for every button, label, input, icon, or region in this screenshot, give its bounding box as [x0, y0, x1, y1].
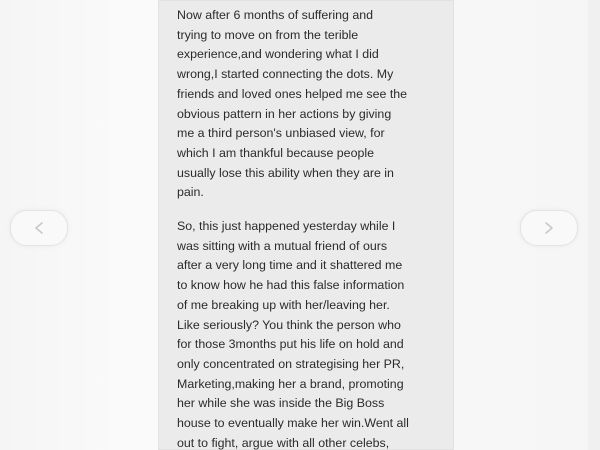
text-line: of me breaking up with her/leaving her. [177, 297, 390, 312]
text-line: only concentrated on strategising her PR, [177, 356, 405, 371]
text-line: house to eventually make her win.Went all [177, 416, 409, 431]
text-line: out to fight, argue with all other celebs, [177, 435, 390, 450]
text-line: Marketing,making her a brand, promoting [177, 376, 404, 391]
text-line: Like seriously? You think the person who [177, 317, 401, 332]
text-line: me a third person's unbiased view, for [177, 126, 385, 141]
next-button[interactable] [520, 210, 578, 246]
previous-button[interactable] [10, 210, 68, 246]
text-line: obvious pattern in her actions by giving [177, 106, 392, 121]
post-paragraph-2 [177, 217, 453, 450]
text-line: for those 3months put his life on hold and [177, 337, 404, 352]
text-line: her while she was inside the Big Boss [177, 396, 385, 411]
text-line: friends and loved ones helped me see the [177, 86, 408, 101]
right-edge-strip [588, 0, 600, 450]
text-line: pain. [177, 185, 204, 200]
text-line: usually lose this ability when they are in [177, 165, 394, 180]
text-line: which I am thankful because people [177, 145, 374, 160]
chevron-right-icon [541, 220, 557, 236]
text-line: to know how he had this false information [177, 278, 405, 293]
text-line: wrong,I started connecting the dots. My [177, 67, 394, 82]
text-line: Now after 6 months of suffering and [177, 8, 374, 22]
text-line: trying to move on from the terible [177, 27, 359, 42]
text-line: after a very long time and it shattered me [177, 258, 403, 273]
note-screenshot-card [158, 0, 454, 450]
text-line: was sitting with a mutual friend of ours [177, 238, 388, 253]
text-line: experience,and wondering what I did [177, 47, 379, 62]
chevron-left-icon [31, 220, 47, 236]
text-line: So, this just happened yesterday while I [177, 219, 396, 233]
post-paragraph-1 [177, 6, 453, 203]
